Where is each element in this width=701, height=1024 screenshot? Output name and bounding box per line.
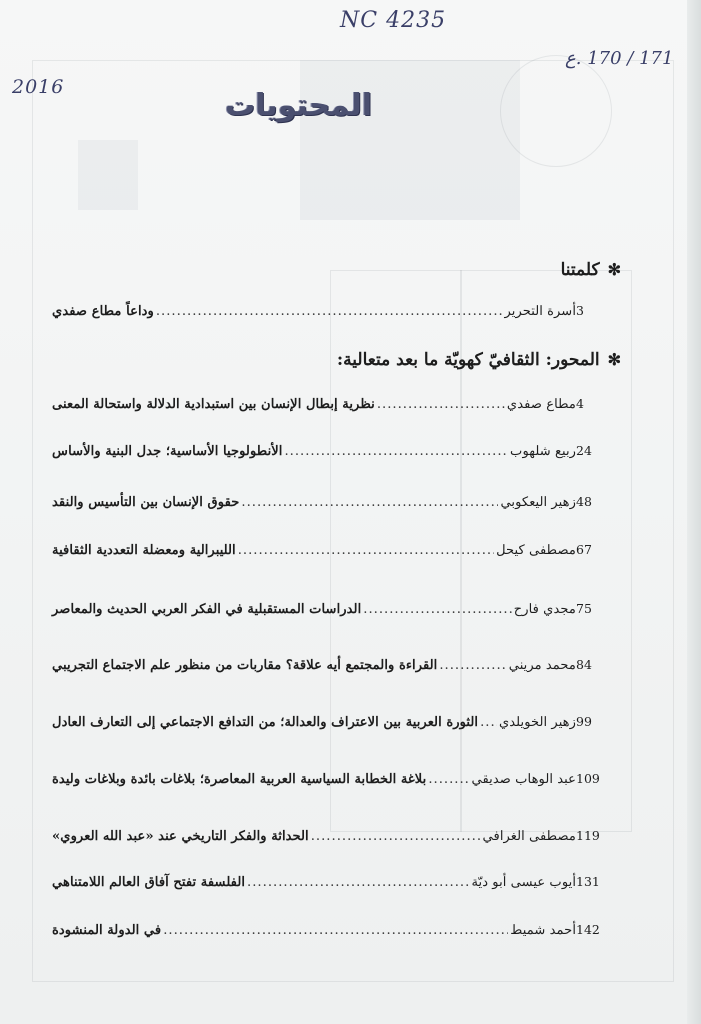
entry-title: الفلسفة تفتح آفاق العالم اللامتناهي (52, 875, 246, 890)
toc-entry (52, 771, 624, 795)
entry-author: مصطفى كيحل (496, 543, 576, 558)
entry-title: الحداثة والفكر التاريخي عند «عبد الله العروي» (52, 829, 309, 844)
toc-entry (52, 714, 624, 738)
entry-author: مطاع صفدي (506, 397, 576, 412)
entry-author: زهير اليعكوبي (500, 495, 576, 510)
asterisk-icon: ✻ (607, 260, 621, 279)
entry-page-number: 109 (576, 771, 600, 786)
toc-entry (52, 494, 624, 518)
toc-entry (52, 542, 624, 566)
entry-page-number: 84 (576, 657, 592, 672)
toc-entry (52, 828, 624, 852)
leader-dots (311, 829, 481, 844)
toc-entry (52, 303, 624, 327)
entry-author: مجدي فارح (513, 602, 576, 617)
entry-page-number: 119 (576, 828, 600, 843)
entry-page-number: 24 (576, 443, 592, 458)
toc-entry (52, 657, 624, 681)
bleed-through-side-mark (78, 140, 138, 210)
entry-author: أحمد شميط (510, 923, 576, 938)
entry-author: زهير الخويلدي (498, 715, 576, 730)
entry-title: نظرية إبطال الإنسان بين استبدادية الدلالة واستحالة المعنى (52, 397, 375, 412)
toc-entry (52, 396, 624, 420)
entry-title: الدراسات المستقبلية في الفكر العربي الحديث والمعاصر (52, 602, 362, 617)
entry-page-number: 131 (576, 874, 600, 889)
leader-dots (241, 495, 498, 510)
entry-page-number: 67 (576, 542, 592, 557)
entry-title: وداعاً مطاع صفدي (52, 304, 154, 319)
page-title: المحتويات (224, 88, 372, 123)
entry-author: أسرة التحرير (504, 304, 576, 319)
entry-page-number: 142 (576, 922, 600, 937)
entry-author: ربيع شلهوب (510, 444, 576, 459)
entry-title: حقوق الإنسان بين التأسيس والنقد (52, 495, 240, 510)
entry-title: بلاغة الخطابة السياسية العربية المعاصرة؛ بلاغات بائدة وبلاغات وليدة (52, 772, 427, 787)
entry-author: مصطفى الغرافي (482, 829, 576, 844)
page-reference-handwritten: 171 / 170 .ع (565, 48, 674, 69)
entry-page-number: 75 (576, 601, 592, 616)
entry-author: أيوب عيسى أبو ديّة (471, 875, 576, 890)
section-heading-text: المحور: الثقافيّ كهويّة ما بعد متعالية: (336, 350, 600, 370)
leader-dots (428, 772, 469, 787)
section-heading-axis (337, 350, 621, 370)
entry-title: في الدولة المنشودة (52, 923, 162, 938)
section-heading-editorial (561, 260, 621, 280)
leader-dots (377, 397, 505, 412)
section-heading-text: كلمتنا (560, 260, 600, 280)
entry-title: الأنطولوجيا الأساسية؛ جدل البنية والأساس (52, 444, 283, 459)
entry-page-number: 99 (576, 714, 592, 729)
entry-title: الثورة العربية بين الاعتراف والعدالة؛ من التدافع الاجتماعي إلى التعارف العادل (52, 715, 479, 730)
toc-entry (52, 443, 624, 467)
leader-dots (439, 658, 506, 673)
entry-title: الليبرالية ومعضلة التعددية الثقافية (52, 543, 236, 558)
leader-dots (156, 304, 503, 319)
bleed-through-logo (300, 60, 520, 220)
entry-title: القراءة والمجتمع أيه علاقة؟ مقاربات من منظور علم الاجتماع التجريبي (52, 658, 438, 673)
toc-entry (52, 922, 624, 946)
year-handwritten: 2016 (12, 76, 65, 98)
entry-author: عبد الوهاب صديقي (471, 772, 576, 787)
leader-dots (163, 923, 508, 938)
leader-dots (238, 543, 494, 558)
entry-author: محمد مريني (508, 658, 576, 673)
catalog-number-handwritten: NC 4235 (340, 8, 447, 33)
leader-dots (363, 602, 512, 617)
entry-page-number: 3 (576, 303, 584, 318)
entry-page-number: 48 (576, 494, 592, 509)
leader-dots (247, 875, 469, 890)
entry-page-number: 4 (576, 396, 584, 411)
page-edge (687, 0, 701, 1024)
leader-dots (480, 715, 497, 730)
leader-dots (284, 444, 508, 459)
toc-entry (52, 601, 624, 625)
bleed-through-seal (500, 55, 612, 167)
toc-entry (52, 874, 624, 898)
asterisk-icon: ✻ (607, 350, 621, 369)
